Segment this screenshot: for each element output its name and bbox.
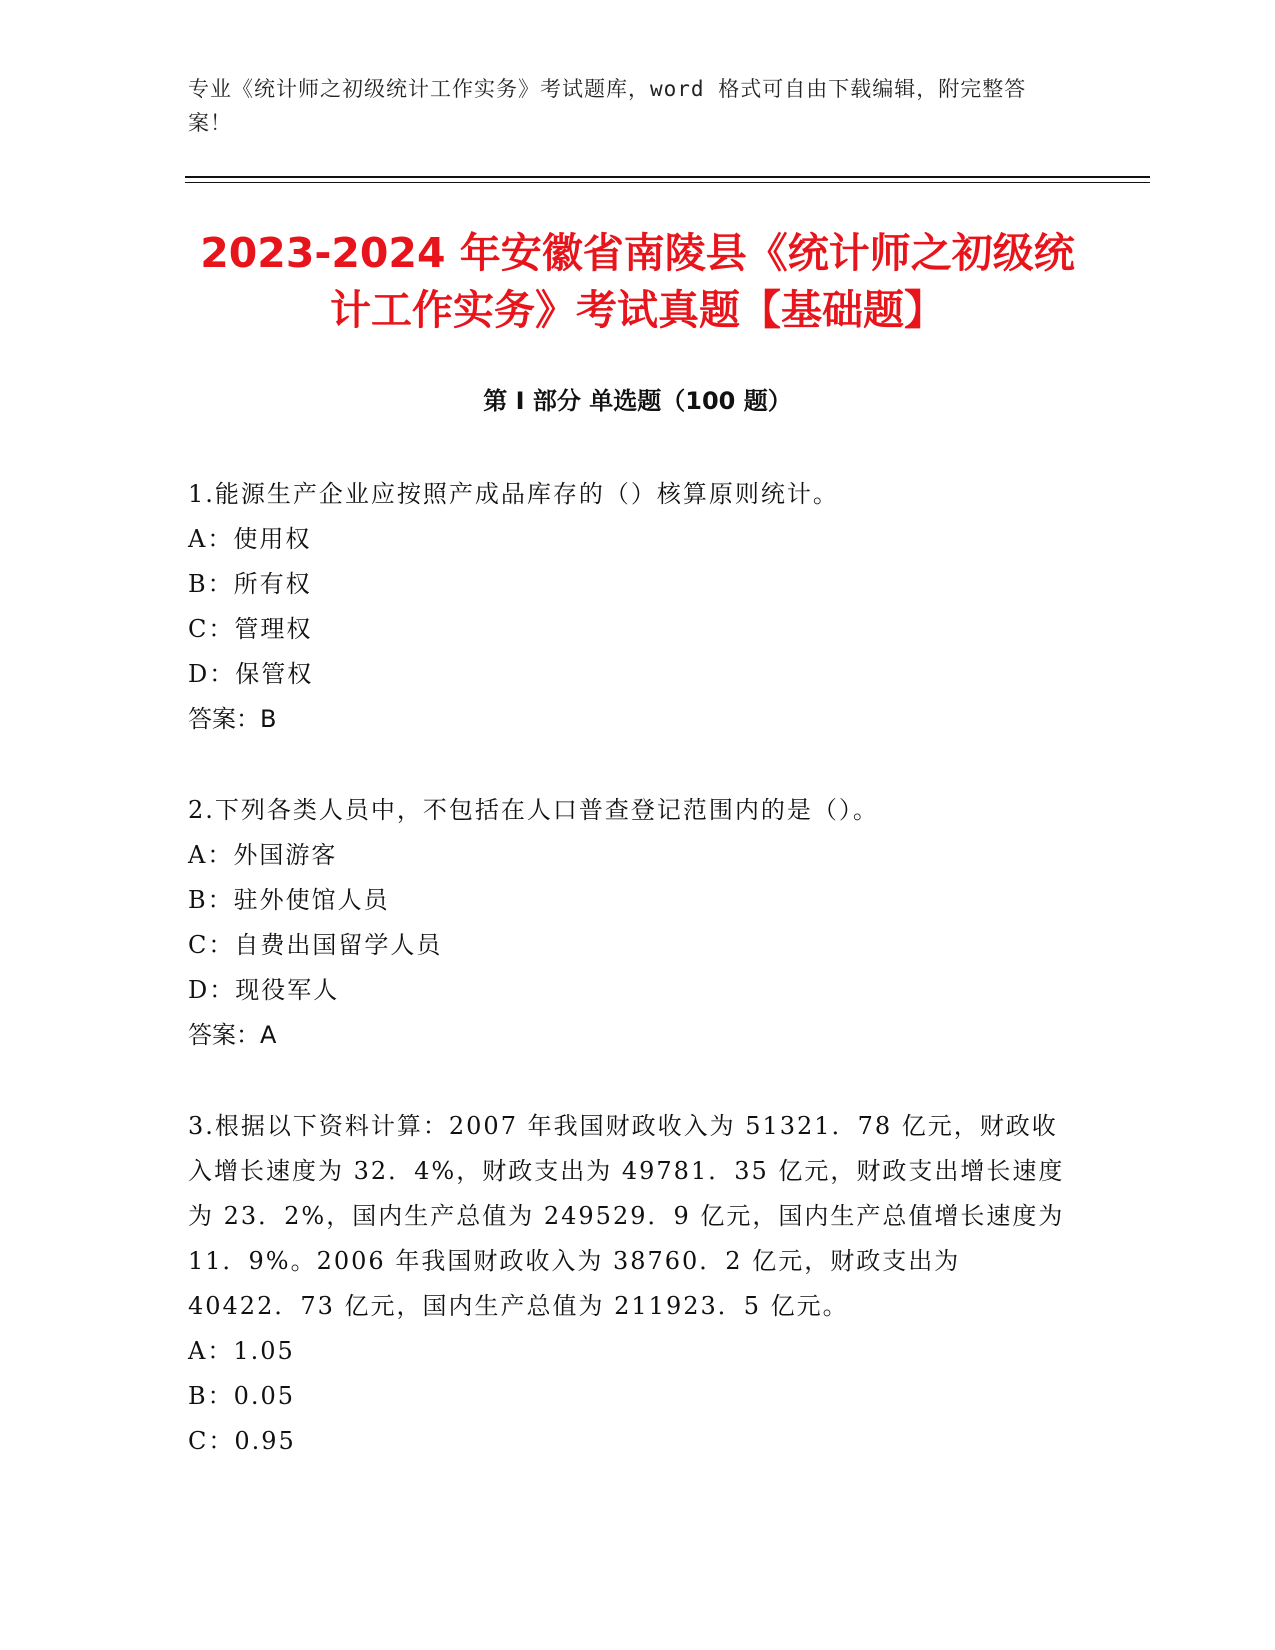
answer-label: 答案： xyxy=(188,705,260,733)
section-heading: 第 I 部分 单选题（100 题） xyxy=(483,387,792,415)
answer-line xyxy=(188,1013,1078,1058)
header-note: 专业《统计师之初级统计工作实务》考试题库，word 格式可自由下载编辑，附完整答案！ xyxy=(188,77,1027,135)
option-a: A：外国游客 xyxy=(188,841,338,869)
option-b: B：所有权 xyxy=(188,570,312,598)
header-rule-thick xyxy=(185,176,1150,178)
option-b: B：0.05 xyxy=(188,1382,296,1410)
question-3 xyxy=(188,1104,1078,1464)
question-stem: 1.能源生产企业应按照产成品库存的（）核算原则统计。 xyxy=(188,480,839,508)
option-d: D：保管权 xyxy=(188,660,314,688)
option-a: A：1.05 xyxy=(188,1337,295,1365)
option-c: C：自费出国留学人员 xyxy=(188,931,443,959)
document-title: 2023-2024 年安徽省南陵县《统计师之初级统计工作实务》考试真题【基础题】 xyxy=(200,229,1075,334)
question-2 xyxy=(188,788,1078,1058)
answer-value: B xyxy=(260,705,277,733)
option-c: C：0.95 xyxy=(188,1427,296,1455)
option-b: B：驻外使馆人员 xyxy=(188,886,390,914)
question-list xyxy=(188,472,1078,1510)
question-stem: 3.根据以下资料计算：2007 年我国财政收入为 51321．78 亿元，财政收入增长速度为 32．4%，财政支出为 49781．35 亿元，财政支出增长速度为 23．2%，国内生产总值为 249529．9 亿元，国内生产总值增长速度为 11．9%。2006 年我国财政收入为 38760．2 亿元，财政支出为 40422．73 亿元，国内生产总值为 211923．5 亿元。 xyxy=(188,1112,1065,1320)
question-stem: 2.下列各类人员中，不包括在人口普查登记范围内的是（）。 xyxy=(188,796,879,824)
option-c: C：管理权 xyxy=(188,615,313,643)
option-a: A：使用权 xyxy=(188,525,312,553)
option-d: D：现役军人 xyxy=(188,976,340,1004)
header-rule-thin xyxy=(185,182,1150,183)
answer-value: A xyxy=(260,1021,277,1049)
answer-label: 答案： xyxy=(188,1021,260,1049)
answer-line xyxy=(188,697,1078,742)
question-1 xyxy=(188,472,1078,742)
